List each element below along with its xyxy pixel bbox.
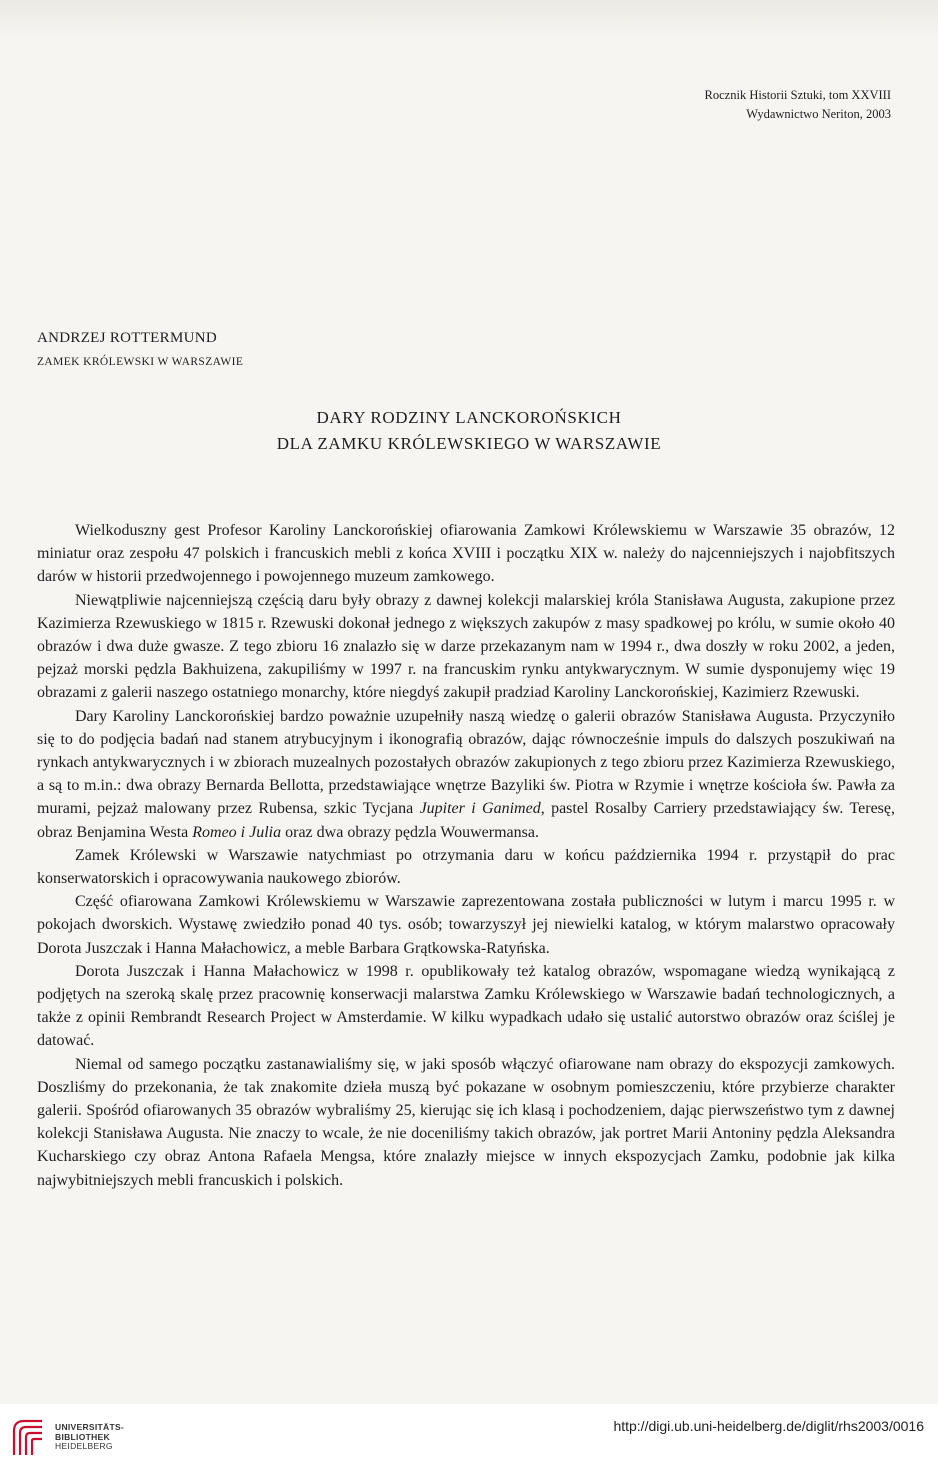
library-logo-icon [10,1417,46,1457]
author-affiliation: ZAMEK KRÓLEWSKI W WARSZAWIE [37,356,244,368]
author-name: ANDRZEJ ROTTERMUND [37,330,217,346]
publisher-line: Wydawnictwo Neriton, 2003 [746,107,891,121]
paragraph-6: Dorota Juszczak i Hanna Małachowicz w 1998 r. opublikowały też katalog obrazów, wspomagane wiedzą wynikającą z podjętych na szeroką skalę przez pracownię konserwacji malarstwa Zamku Królewskiego w Warszawie badań technologicznych, a także z opinii Rembrandt Research Project w Amsterdamie. W kilku wypadkach udało się ustalić autorstwo obrazów oraz ściślej je datować. [37,962,895,1050]
journal-info [705,86,891,124]
title-line-2: DLA ZAMKU KRÓLEWSKIEGO W WARSZAWIE [276,434,662,453]
title-line-1: DARY RODZINY LANCKOROŃSKICH [316,408,622,427]
footer-bar [0,1404,938,1474]
paragraph-2: Niewątpliwie najcenniejszą częścią daru były obrazy z dawnej kolekcji malarskiej króla Stanisława Augusta, zakupione przez Kazimierza Rzewuskiego w 1815 r. Rzewuski dokonał jednego z większych zakupów z masy spadkowej po królu, w sumie około 40 obrazów i dwa duże gwasze. Z tego zbioru 16 znalazło się w darze przekazanym nam w 1994 r., dwa doszły w roku 2002, a jeden, pejzaż morski pędzla Bakhuizena, zakupiliśmy w 1997 r. na francuskim rynku antykwarycznym. W sumie dysponujemy więc 19 obrazami z galerii naszego ostatniego monarchy, które niegdyś zakupił pradziad Karoliny Lanckorońskiej, Kazimierz Rzewuski. [37,591,895,702]
paragraph-3-text: Dary Karoliny Lanckorońskiej bardzo poważnie uzupełniły naszą wiedzę o galerii obrazów Stanisława Augusta. Przyczyniło się to do podjęcia badań nad stanem atrybucyjnym i ikonografią obrazów, dając równocześnie impuls do dalszych poszukiwań na rynkach antykwarycznych i w zbiorach muzealnych pozostałych obrazów zakupionych z tego zbioru przez Kazimierza Rzewuskiego, a są to m.in.: dwa obrazy Bernarda Bellotta, przedstawiające wnętrze Bazyliki św. Piotra w Rzymie i wnętrze kościoła św. Pawła za murami, pejzaż malowany przez Rubensa, szkic Tycjana [37,707,895,818]
article-body [37,519,895,1192]
paragraph-7: Niemal od samego początku zastanawialiśmy się, w jaki sposób włączyć ofiarowane nam obrazy do ekspozycji zamkowych. Doszliśmy do przekonania, że tak znakomite dzieła muszą być pokazane w osobnym pomieszczeniu, które przybierze charakter galerii. Spośród ofiarowanych 35 obrazów wybraliśmy 25, kierując się ich klasą i pochodzeniem, dając pierwszeństwo tym z dawnej kolekcji Stanisława Augusta. Nie znaczy to wcale, że nie doceniliśmy takich obrazów, jak portret Marii Antoniny pędzla Aleksandra Kucharskiego czy obraz Antona Rafaela Mengsa, które znalazły miejsce w innych ekspozycjach Zamku, podobnie jak kilka najwybitniejszych mebli francuskich i polskich. [37,1055,895,1189]
paragraph-3-end: oraz dwa obrazy pędzla Wouwermansa. [281,823,539,841]
scan-shadow [0,0,938,40]
artwork-title-romeo: Romeo i Julia [192,823,282,841]
library-line-3: HEIDELBERG [55,1441,113,1451]
artwork-title-jupiter: Jupiter i Ganimed [419,800,541,818]
journal-title: Rocznik Historii Sztuki, tom XXVIII [704,88,891,102]
article-title [0,405,938,457]
paragraph-1: Wielkoduszny gest Profesor Karoliny Lanckorońskiej ofiarowania Zamkowi Królewskiemu w Warszawie 35 obrazów, 12 miniatur oraz zespołu 47 polskich i francuskich mebli z końca XVIII i początku XIX w. należy do najcenniejszych i najobfitszych darów w historii przedwojennego i powojennego muzeum zamkowego. [37,522,895,586]
paragraph-5: Część ofiarowana Zamkowi Królewskiemu w Warszawie zaprezentowana została publiczności w lutym i marcu 1995 r. w pokojach dworskich. Wystawę zwiedziło ponad 40 tys. osób; towarzyszył jej niewielki katalog, w którym malarstwo opracowały Dorota Juszczak i Hanna Małachowicz, a meble Barbara Grątkowska-Ratyńska. [37,893,895,957]
source-url-link[interactable]: http://digi.ub.uni-heidelberg.de/diglit/rhs2003/0016 [613,1418,924,1434]
paragraph-3 [37,705,895,844]
paragraph-3-mid: , pastel Rosalby Carriery przedstawiający św. Teresę, obraz Benjamina Westa [37,800,896,841]
library-line-2: BIBLIOTHEK [55,1431,110,1442]
library-line-1: UNIVERSITÄTS- [55,1422,125,1432]
library-name [55,1423,124,1452]
paragraph-4: Zamek Królewski w Warszawie natychmiast po otrzymania daru w końcu października 1994 r. przystąpił do prac konserwatorskich i opracowywania naukowego zbiorów. [37,846,895,888]
